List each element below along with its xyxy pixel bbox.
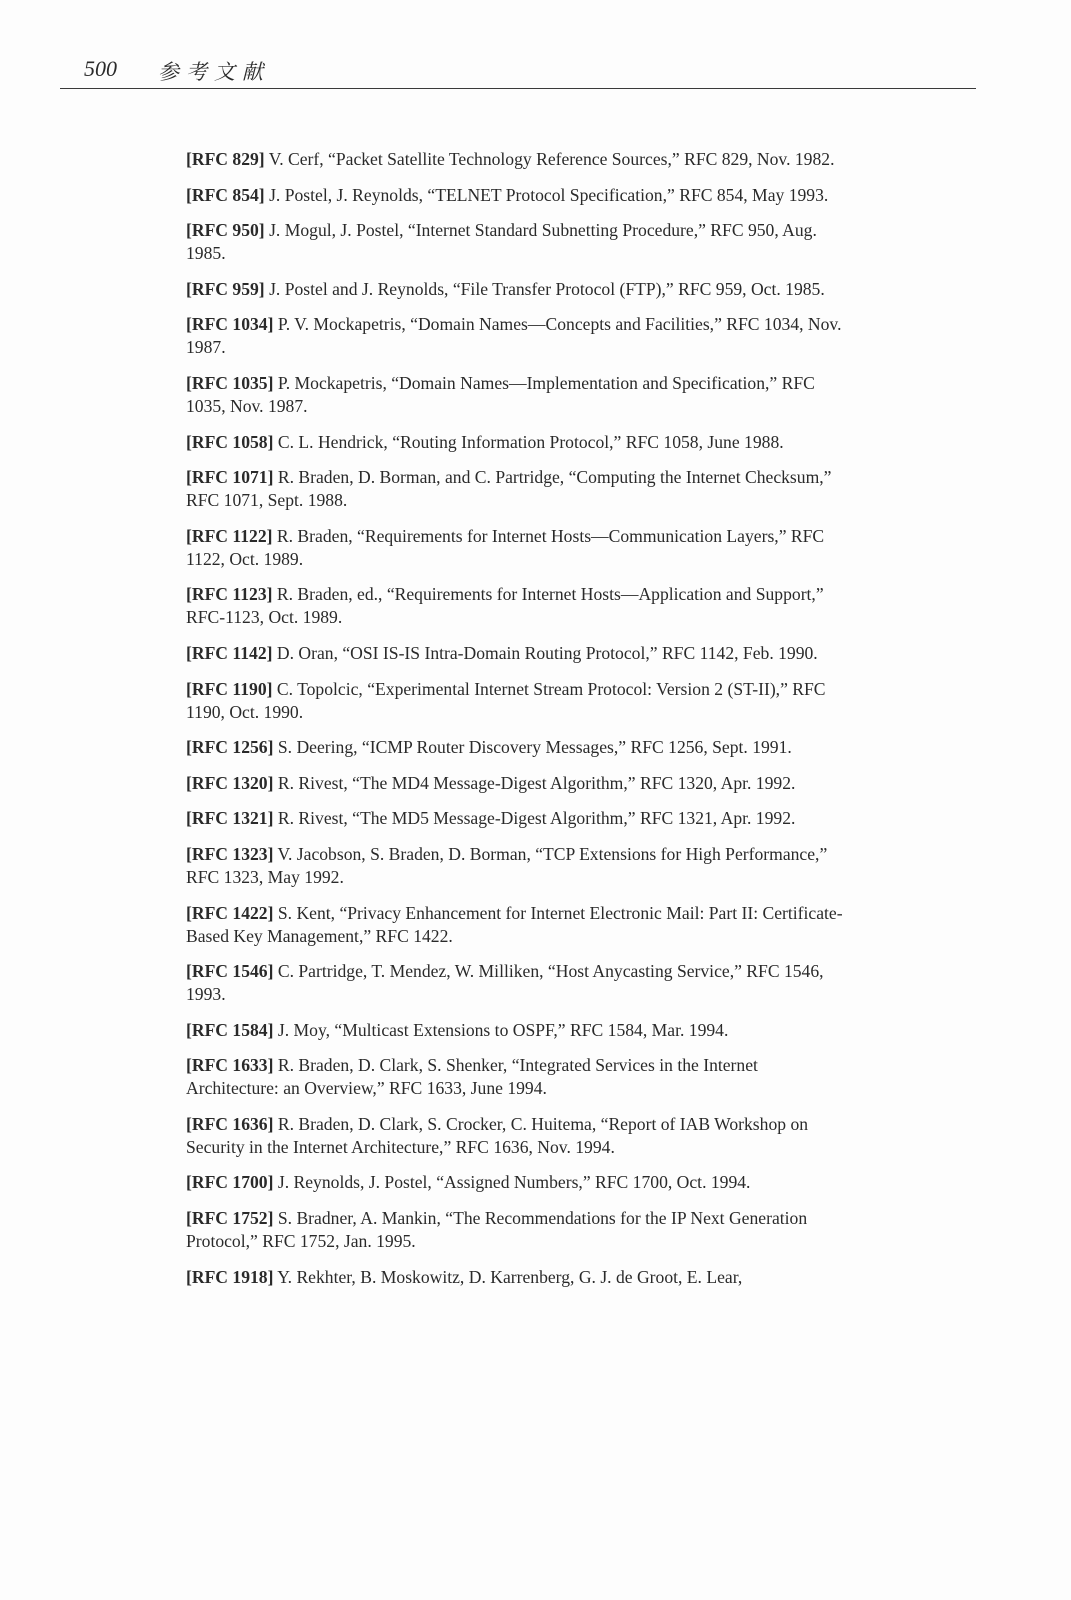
reference-text: Y. Rekhter, B. Moskowitz, D. Karrenberg, G. J. de Groot, E. Lear,	[273, 1266, 743, 1287]
reference-entry	[186, 902, 846, 948]
reference-text: P. V. Mockapetris, “Domain Names—Concepts and Facilities,” RFC 1034, Nov. 1987.	[186, 314, 842, 358]
reference-text: C. Topolcic, “Experimental Internet Stream Protocol: Version 2 (ST-II),” RFC 1190, Oct. 1990.	[186, 678, 826, 722]
reference-entry	[186, 843, 846, 889]
reference-entry	[186, 1266, 846, 1289]
reference-key: [RFC 1034]	[186, 314, 274, 335]
reference-key: [RFC 1190]	[186, 678, 273, 699]
reference-entry	[186, 642, 846, 665]
reference-text: P. Mockapetris, “Domain Names—Implementation and Specification,” RFC 1035, Nov. 1987.	[186, 372, 815, 416]
section-title: 参考文献	[158, 60, 270, 84]
reference-entry	[186, 466, 846, 512]
reference-key: [RFC 1320]	[186, 772, 274, 793]
reference-entry	[186, 1113, 846, 1159]
reference-key: [RFC 1321]	[186, 808, 274, 829]
reference-key: [RFC 1123]	[186, 584, 273, 605]
reference-entry	[186, 431, 846, 454]
reference-key: [RFC 1633]	[186, 1055, 274, 1076]
reference-entry	[186, 736, 846, 759]
reference-text: S. Bradner, A. Mankin, “The Recommendations for the IP Next Generation Protocol,” RFC 1752, Jan. 1995.	[186, 1208, 808, 1252]
reference-entry	[186, 583, 846, 629]
reference-text: R. Braden, “Requirements for Internet Hosts—Communication Layers,” RFC 1122, Oct. 1989.	[186, 525, 825, 569]
reference-text: S. Kent, “Privacy Enhancement for Internet Electronic Mail: Part II: Certificate-Based Key Management,” RFC 1422.	[186, 902, 843, 946]
reference-text: R. Braden, D. Clark, S. Crocker, C. Huitema, “Report of IAB Workshop on Security in the Internet Architecture,” RFC 1636, Nov. 1994.	[186, 1113, 809, 1157]
reference-entry	[186, 772, 846, 795]
reference-entry	[186, 807, 846, 830]
reference-key: [RFC 1035]	[186, 372, 274, 393]
running-head	[60, 52, 976, 89]
reference-text: S. Deering, “ICMP Router Discovery Messages,” RFC 1256, Sept. 1991.	[273, 737, 792, 758]
reference-entry	[186, 219, 846, 265]
reference-key: [RFC 1422]	[186, 902, 274, 923]
reference-entry	[186, 678, 846, 724]
reference-key: [RFC 1323]	[186, 843, 274, 864]
reference-key: [RFC 1058]	[186, 431, 274, 452]
reference-entry	[186, 184, 846, 207]
reference-text: V. Cerf, “Packet Satellite Technology Reference Sources,” RFC 829, Nov. 1982.	[264, 149, 835, 169]
reference-entry	[186, 960, 846, 1006]
reference-list	[186, 148, 846, 1301]
reference-key: [RFC 1142]	[186, 642, 273, 663]
reference-entry	[186, 1054, 846, 1100]
reference-entry	[186, 1207, 846, 1253]
reference-text: C. Partridge, T. Mendez, W. Milliken, “Host Anycasting Service,” RFC 1546, 1993.	[186, 961, 824, 1005]
reference-key: [RFC 1918]	[186, 1266, 274, 1287]
reference-entry	[186, 313, 846, 359]
reference-entry	[186, 372, 846, 418]
reference-key: [RFC 829]	[186, 149, 265, 169]
reference-key: [RFC 1071]	[186, 467, 274, 488]
reference-key: [RFC 959]	[186, 278, 265, 299]
reference-text: J. Mogul, J. Postel, “Internet Standard Subnetting Procedure,” RFC 950, Aug. 1985.	[186, 220, 817, 264]
reference-key: [RFC 950]	[186, 220, 265, 241]
reference-text: R. Rivest, “The MD5 Message-Digest Algorithm,” RFC 1321, Apr. 1992.	[273, 808, 796, 829]
reference-text: J. Moy, “Multicast Extensions to OSPF,” RFC 1584, Mar. 1994.	[273, 1019, 729, 1040]
reference-key: [RFC 1584]	[186, 1019, 274, 1040]
reference-entry	[186, 148, 846, 171]
reference-text: J. Postel, J. Reynolds, “TELNET Protocol Specification,” RFC 854, May 1993.	[264, 184, 829, 205]
reference-key: [RFC 854]	[186, 184, 265, 205]
reference-text: C. L. Hendrick, “Routing Information Protocol,” RFC 1058, June 1988.	[273, 431, 784, 452]
reference-key: [RFC 1636]	[186, 1113, 274, 1134]
reference-text: D. Oran, “OSI IS-IS Intra-Domain Routing Protocol,” RFC 1142, Feb. 1990.	[272, 642, 818, 663]
reference-entry	[186, 1171, 846, 1194]
page-number: 500	[84, 56, 117, 81]
reference-text: J. Reynolds, J. Postel, “Assigned Numbers,” RFC 1700, Oct. 1994.	[273, 1172, 751, 1193]
reference-key: [RFC 1256]	[186, 737, 274, 758]
reference-entry	[186, 525, 846, 571]
reference-text: J. Postel and J. Reynolds, “File Transfer Protocol (FTP),” RFC 959, Oct. 1985.	[264, 278, 825, 299]
reference-text: V. Jacobson, S. Braden, D. Borman, “TCP Extensions for High Performance,” RFC 1323, May 1992.	[186, 843, 828, 887]
reference-text: R. Braden, D. Clark, S. Shenker, “Integrated Services in the Internet Architecture: an Overview,” RFC 1633, June 1994.	[186, 1055, 758, 1099]
reference-entry	[186, 1019, 846, 1042]
reference-key: [RFC 1546]	[186, 961, 274, 982]
reference-key: [RFC 1700]	[186, 1172, 274, 1193]
reference-text: R. Rivest, “The MD4 Message-Digest Algorithm,” RFC 1320, Apr. 1992.	[273, 772, 796, 793]
reference-key: [RFC 1122]	[186, 525, 273, 546]
reference-text: R. Braden, D. Borman, and C. Partridge, “Computing the Internet Checksum,” RFC 1071, Sept. 1988.	[186, 467, 832, 511]
reference-text: R. Braden, ed., “Requirements for Internet Hosts—Application and Support,” RFC-1123, Oct. 1989.	[186, 584, 824, 628]
reference-key: [RFC 1752]	[186, 1208, 274, 1229]
reference-entry	[186, 278, 846, 301]
